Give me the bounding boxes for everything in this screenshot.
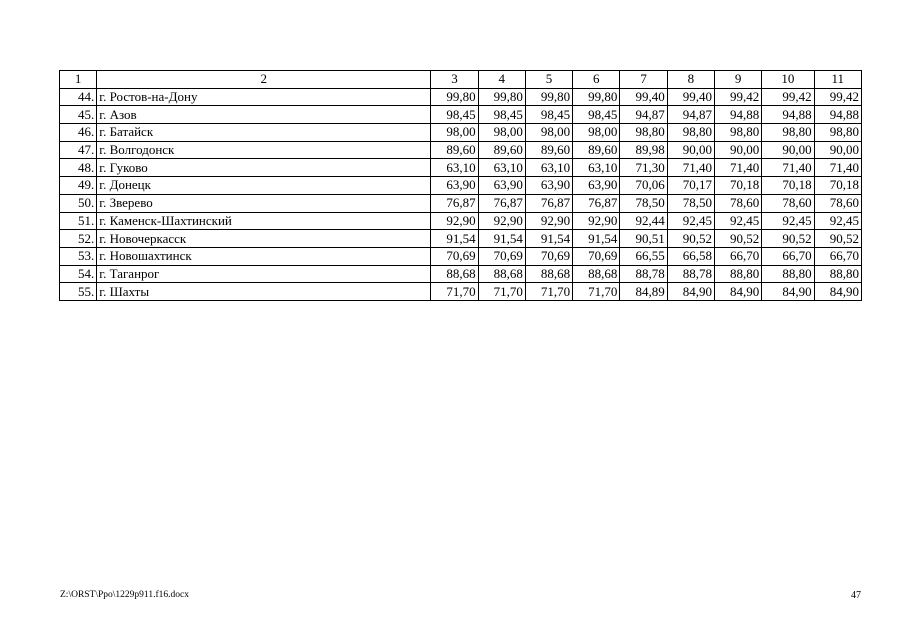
- value-cell: 63,90: [431, 177, 478, 195]
- value-cell: 92,90: [431, 212, 478, 230]
- table-row: [60, 194, 862, 212]
- value-cell: 63,90: [525, 177, 572, 195]
- table-row: [60, 177, 862, 195]
- value-cell: 63,10: [478, 159, 525, 177]
- value-cell: 98,80: [620, 124, 667, 142]
- value-cell: 71,30: [620, 159, 667, 177]
- value-cell: 88,80: [814, 265, 861, 283]
- value-cell: 91,54: [478, 230, 525, 248]
- header-cell: 11: [814, 71, 861, 89]
- city-name-cell: г. Батайск: [97, 124, 431, 142]
- value-cell: 98,45: [478, 106, 525, 124]
- value-cell: 94,88: [814, 106, 861, 124]
- value-cell: 92,45: [667, 212, 714, 230]
- value-cell: 94,87: [620, 106, 667, 124]
- value-cell: 99,80: [431, 88, 478, 106]
- value-cell: 99,42: [762, 88, 814, 106]
- value-cell: 91,54: [431, 230, 478, 248]
- value-cell: 71,40: [814, 159, 861, 177]
- value-cell: 90,52: [714, 230, 761, 248]
- value-cell: 88,78: [620, 265, 667, 283]
- table-row: [60, 88, 862, 106]
- value-cell: 84,90: [667, 283, 714, 301]
- value-cell: 98,45: [573, 106, 620, 124]
- value-cell: 92,45: [762, 212, 814, 230]
- value-cell: 66,58: [667, 247, 714, 265]
- value-cell: 78,60: [762, 194, 814, 212]
- row-number-cell: 51.: [60, 212, 97, 230]
- value-cell: 70,18: [762, 177, 814, 195]
- row-number-cell: 52.: [60, 230, 97, 248]
- city-name-cell: г. Каменск-Шахтинский: [97, 212, 431, 230]
- value-cell: 63,90: [573, 177, 620, 195]
- value-cell: 98,80: [814, 124, 861, 142]
- value-cell: 88,78: [667, 265, 714, 283]
- table-body: [60, 88, 862, 300]
- value-cell: 92,44: [620, 212, 667, 230]
- row-number-cell: 53.: [60, 247, 97, 265]
- header-cell: 9: [714, 71, 761, 89]
- value-cell: 70,69: [431, 247, 478, 265]
- value-cell: 70,17: [667, 177, 714, 195]
- value-cell: 98,80: [762, 124, 814, 142]
- value-cell: 90,51: [620, 230, 667, 248]
- city-name-cell: г. Азов: [97, 106, 431, 124]
- value-cell: 66,55: [620, 247, 667, 265]
- city-name-cell: г. Таганрог: [97, 265, 431, 283]
- value-cell: 76,87: [431, 194, 478, 212]
- value-cell: 71,70: [478, 283, 525, 301]
- header-cell: 10: [762, 71, 814, 89]
- value-cell: 84,89: [620, 283, 667, 301]
- header-cell: 3: [431, 71, 478, 89]
- value-cell: 84,90: [762, 283, 814, 301]
- value-cell: 88,68: [431, 265, 478, 283]
- value-cell: 63,90: [478, 177, 525, 195]
- value-cell: 78,50: [620, 194, 667, 212]
- table-row: [60, 283, 862, 301]
- value-cell: 88,80: [762, 265, 814, 283]
- row-number-cell: 44.: [60, 88, 97, 106]
- value-cell: 89,98: [620, 141, 667, 159]
- value-cell: 98,00: [431, 124, 478, 142]
- table-row: [60, 141, 862, 159]
- value-cell: 71,40: [667, 159, 714, 177]
- value-cell: 91,54: [525, 230, 572, 248]
- value-cell: 98,00: [525, 124, 572, 142]
- city-name-cell: г. Донецк: [97, 177, 431, 195]
- value-cell: 99,80: [573, 88, 620, 106]
- city-name-cell: г. Зверево: [97, 194, 431, 212]
- value-cell: 98,80: [714, 124, 761, 142]
- value-cell: 76,87: [525, 194, 572, 212]
- value-cell: 63,10: [525, 159, 572, 177]
- value-cell: 99,40: [667, 88, 714, 106]
- value-cell: 78,60: [714, 194, 761, 212]
- value-cell: 90,00: [762, 141, 814, 159]
- value-cell: 89,60: [431, 141, 478, 159]
- value-cell: 99,80: [478, 88, 525, 106]
- value-cell: 66,70: [762, 247, 814, 265]
- value-cell: 88,68: [573, 265, 620, 283]
- value-cell: 78,50: [667, 194, 714, 212]
- data-table: [59, 70, 862, 301]
- value-cell: 76,87: [478, 194, 525, 212]
- header-cell: 6: [573, 71, 620, 89]
- value-cell: 99,42: [814, 88, 861, 106]
- value-cell: 94,87: [667, 106, 714, 124]
- row-number-cell: 54.: [60, 265, 97, 283]
- footer-file-path: Z:\ORST\Ppo\1229p911.f16.docx: [60, 590, 189, 600]
- value-cell: 90,00: [667, 141, 714, 159]
- value-cell: 92,45: [714, 212, 761, 230]
- value-cell: 94,88: [714, 106, 761, 124]
- value-cell: 91,54: [573, 230, 620, 248]
- value-cell: 78,60: [814, 194, 861, 212]
- table-header: [60, 71, 862, 89]
- table-row: [60, 124, 862, 142]
- table-row: [60, 106, 862, 124]
- value-cell: 88,68: [525, 265, 572, 283]
- city-name-cell: г. Новочеркасск: [97, 230, 431, 248]
- value-cell: 92,90: [573, 212, 620, 230]
- value-cell: 66,70: [714, 247, 761, 265]
- value-cell: 90,52: [667, 230, 714, 248]
- value-cell: 70,18: [714, 177, 761, 195]
- value-cell: 70,06: [620, 177, 667, 195]
- row-number-cell: 46.: [60, 124, 97, 142]
- value-cell: 99,40: [620, 88, 667, 106]
- row-number-cell: 49.: [60, 177, 97, 195]
- value-cell: 94,88: [762, 106, 814, 124]
- value-cell: 98,00: [478, 124, 525, 142]
- value-cell: 71,70: [573, 283, 620, 301]
- header-row: [60, 71, 862, 89]
- value-cell: 70,69: [478, 247, 525, 265]
- table-row: [60, 159, 862, 177]
- value-cell: 70,69: [573, 247, 620, 265]
- value-cell: 70,18: [814, 177, 861, 195]
- header-cell: 5: [525, 71, 572, 89]
- value-cell: 98,00: [573, 124, 620, 142]
- city-name-cell: г. Ростов-на-Дону: [97, 88, 431, 106]
- row-number-cell: 55.: [60, 283, 97, 301]
- value-cell: 84,90: [714, 283, 761, 301]
- value-cell: 99,42: [714, 88, 761, 106]
- row-number-cell: 50.: [60, 194, 97, 212]
- header-cell: 4: [478, 71, 525, 89]
- value-cell: 88,68: [478, 265, 525, 283]
- value-cell: 90,00: [814, 141, 861, 159]
- value-cell: 92,45: [814, 212, 861, 230]
- value-cell: 90,00: [714, 141, 761, 159]
- value-cell: 71,70: [431, 283, 478, 301]
- row-number-cell: 47.: [60, 141, 97, 159]
- value-cell: 90,52: [762, 230, 814, 248]
- header-cell: 8: [667, 71, 714, 89]
- city-name-cell: г. Волгодонск: [97, 141, 431, 159]
- value-cell: 71,40: [762, 159, 814, 177]
- header-cell: 7: [620, 71, 667, 89]
- value-cell: 89,60: [525, 141, 572, 159]
- value-cell: 71,70: [525, 283, 572, 301]
- value-cell: 99,80: [525, 88, 572, 106]
- value-cell: 98,45: [431, 106, 478, 124]
- value-cell: 89,60: [573, 141, 620, 159]
- city-name-cell: г. Шахты: [97, 283, 431, 301]
- value-cell: 84,90: [814, 283, 861, 301]
- value-cell: 66,70: [814, 247, 861, 265]
- table-row: [60, 212, 862, 230]
- row-number-cell: 45.: [60, 106, 97, 124]
- table-row: [60, 247, 862, 265]
- value-cell: 88,80: [714, 265, 761, 283]
- value-cell: 92,90: [478, 212, 525, 230]
- value-cell: 92,90: [525, 212, 572, 230]
- value-cell: 70,69: [525, 247, 572, 265]
- value-cell: 63,10: [573, 159, 620, 177]
- table-row: [60, 265, 862, 283]
- value-cell: 98,45: [525, 106, 572, 124]
- value-cell: 89,60: [478, 141, 525, 159]
- header-cell: 2: [97, 71, 431, 89]
- city-name-cell: г. Гуково: [97, 159, 431, 177]
- value-cell: 63,10: [431, 159, 478, 177]
- value-cell: 76,87: [573, 194, 620, 212]
- value-cell: 98,80: [667, 124, 714, 142]
- city-name-cell: г. Новошахтинск: [97, 247, 431, 265]
- value-cell: 71,40: [714, 159, 761, 177]
- row-number-cell: 48.: [60, 159, 97, 177]
- header-cell: 1: [60, 71, 97, 89]
- value-cell: 90,52: [814, 230, 861, 248]
- footer-page-number: 47: [851, 590, 861, 601]
- table-row: [60, 230, 862, 248]
